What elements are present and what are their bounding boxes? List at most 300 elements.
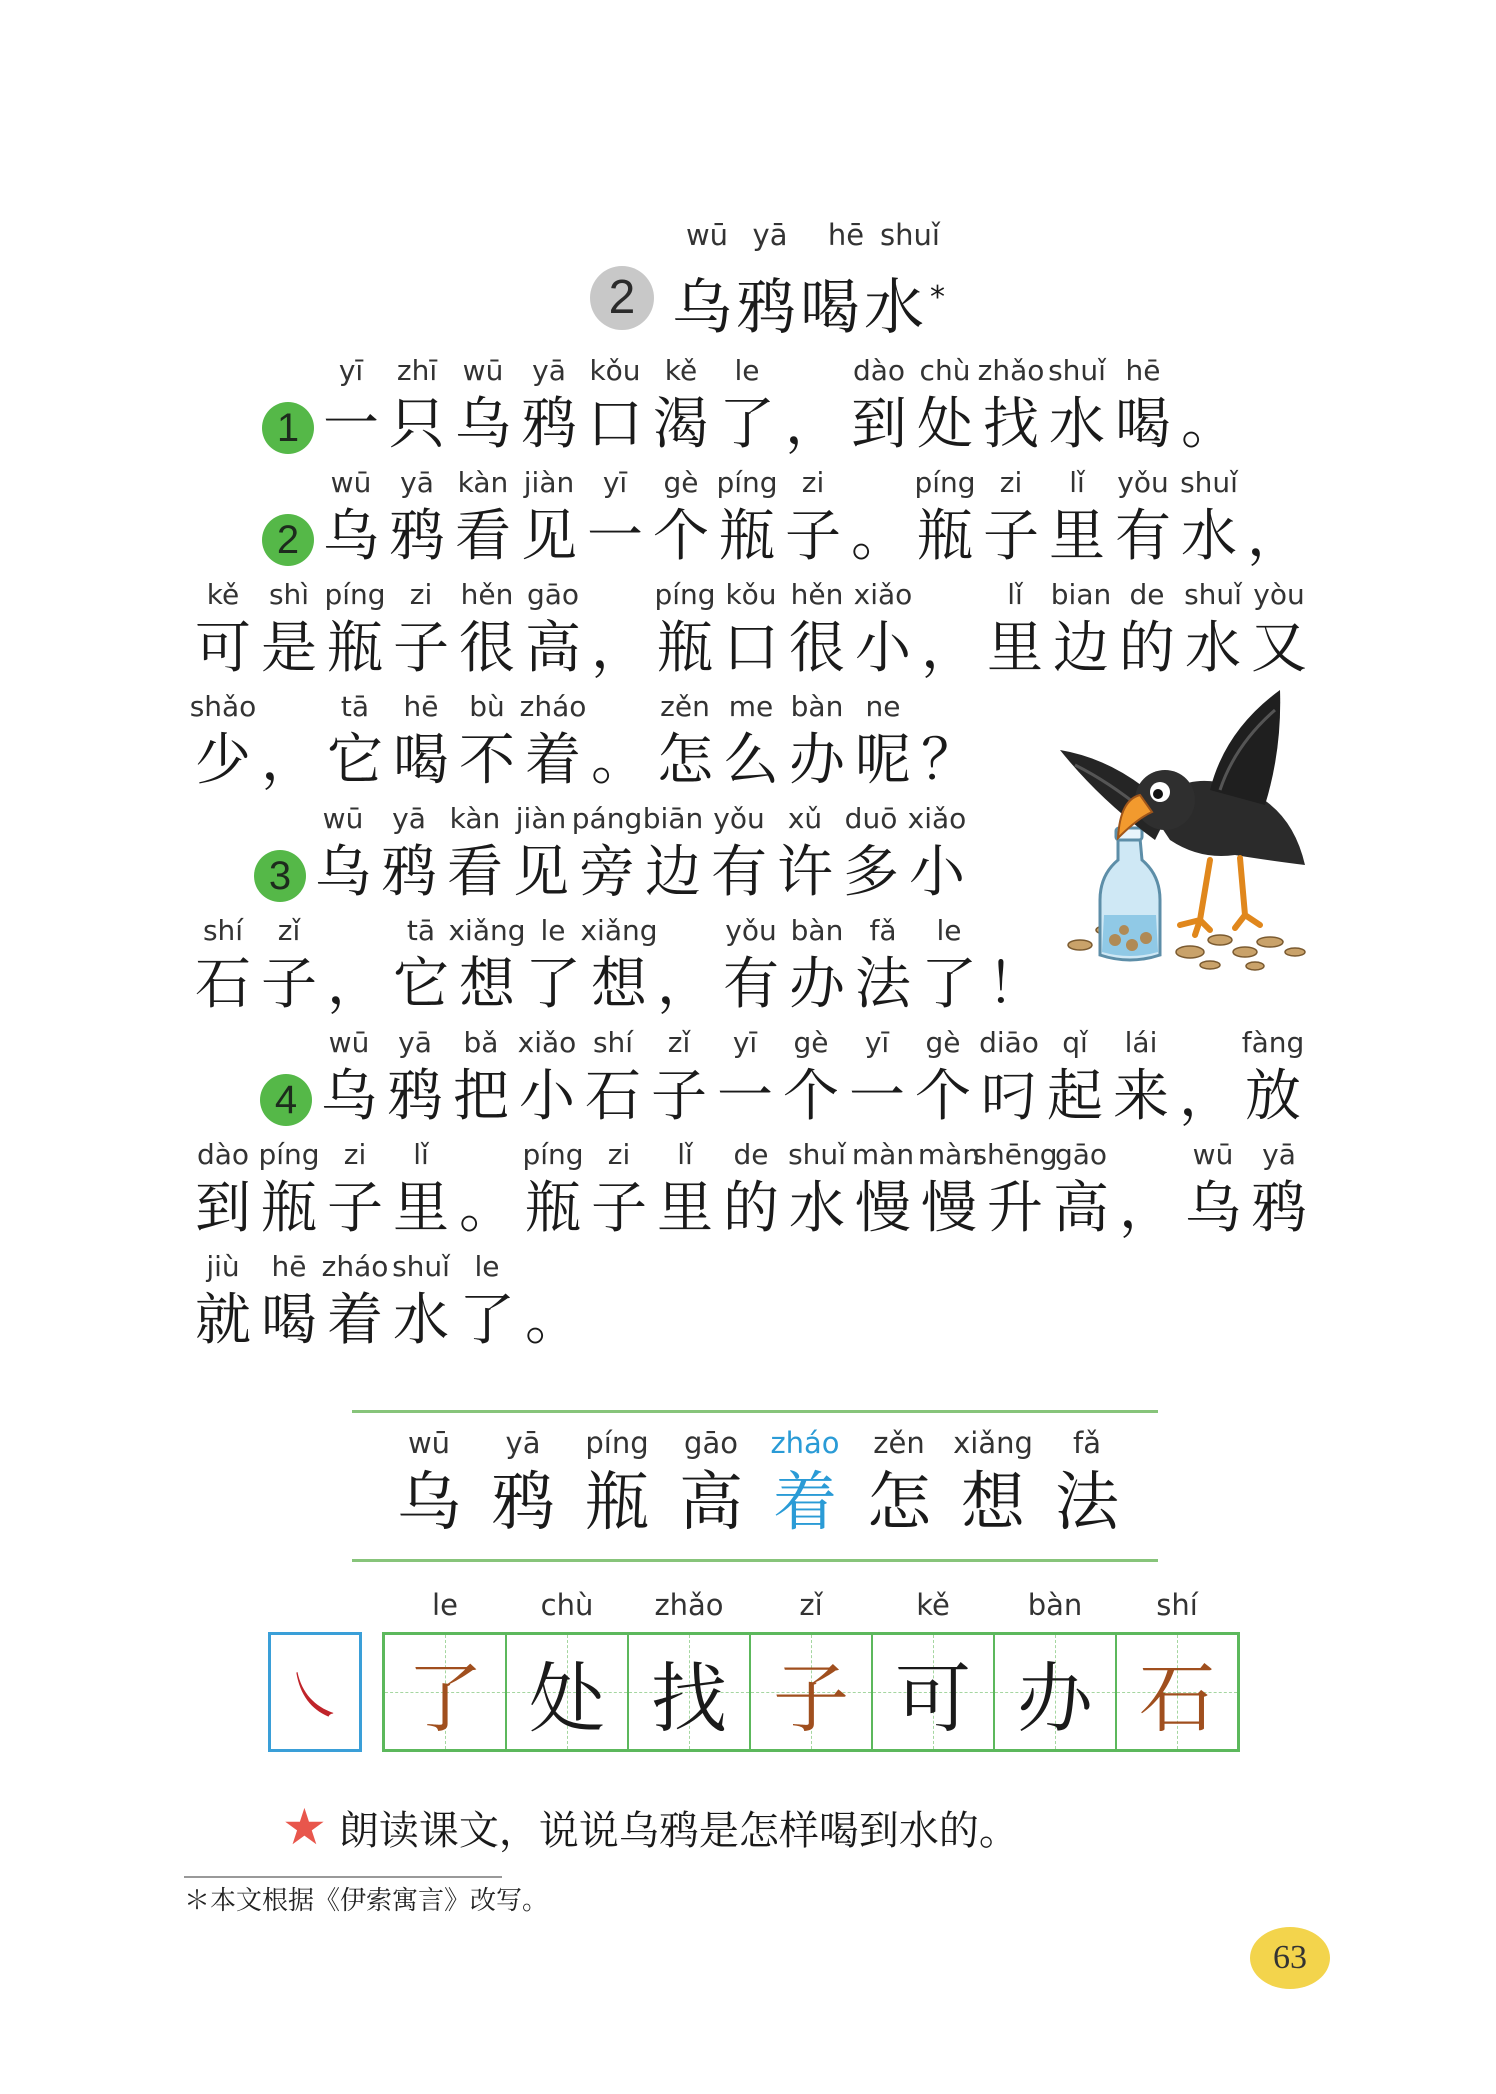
pinyin: xiǎng xyxy=(448,914,526,947)
char-with-pinyin xyxy=(976,1022,1042,1130)
char-with-pinyin xyxy=(1180,1134,1246,1242)
hanzi: 个 xyxy=(915,1064,971,1129)
lesson-title-text: 乌鸦喝水 xyxy=(672,273,928,343)
char-with-pinyin xyxy=(1110,350,1176,458)
hanzi: 一 xyxy=(717,1064,773,1129)
writing-cell xyxy=(995,1635,1117,1749)
char-with-pinyin xyxy=(520,910,586,1018)
pinyin: tā xyxy=(406,914,436,947)
pinyin: jiàn xyxy=(515,802,567,835)
char-with-pinyin xyxy=(514,1022,580,1130)
pinyin-row xyxy=(190,1134,1312,1242)
pinyin: lǐ xyxy=(1069,466,1085,499)
pinyin: fǎ xyxy=(1073,1426,1101,1460)
char-with-pinyin xyxy=(652,910,718,1018)
hanzi: 么 xyxy=(723,728,779,793)
char-with-pinyin xyxy=(718,1134,784,1242)
pinyin: zi xyxy=(607,1138,631,1171)
writing-pinyin: shí xyxy=(1156,1588,1198,1622)
pinyin: hěn xyxy=(790,578,844,611)
pinyin: píng xyxy=(522,1138,584,1171)
hanzi: 许 xyxy=(777,840,833,905)
hanzi: 了 xyxy=(525,952,581,1017)
pinyin: de xyxy=(1129,578,1165,611)
char-with-pinyin xyxy=(846,462,912,570)
pinyin: shuǐ xyxy=(1184,578,1242,611)
hanzi: 里 xyxy=(987,616,1043,681)
title-pinyin: wū xyxy=(685,218,729,252)
pinyin-row xyxy=(318,462,1308,570)
hanzi: 瓶 xyxy=(327,616,383,681)
hanzi: 乌 xyxy=(315,840,371,905)
hanzi: ， xyxy=(1247,504,1303,569)
pinyin: zháo xyxy=(519,690,587,723)
char-with-pinyin xyxy=(1110,462,1176,570)
char-with-pinyin xyxy=(838,798,904,906)
char-with-pinyin xyxy=(450,462,516,570)
char-with-pinyin xyxy=(256,574,322,682)
char-with-pinyin xyxy=(450,350,516,458)
title-pinyin: shuǐ xyxy=(880,218,940,252)
writing-cell xyxy=(751,1635,873,1749)
char-with-pinyin xyxy=(718,910,784,1018)
writing-char: 了 xyxy=(407,1653,483,1743)
char-with-pinyin xyxy=(190,910,256,1018)
hanzi: 放 xyxy=(1245,1064,1301,1129)
char-with-pinyin xyxy=(520,574,586,682)
hanzi: 鸦 xyxy=(521,392,577,457)
hanzi: 小 xyxy=(519,1064,575,1129)
hanzi: 想 xyxy=(961,1466,1025,1540)
hanzi: 了 xyxy=(719,392,775,457)
hanzi: 慢 xyxy=(921,1176,977,1241)
char-with-pinyin xyxy=(256,1246,322,1354)
hanzi: 。 xyxy=(459,1176,515,1241)
char-with-pinyin xyxy=(1048,1134,1114,1242)
hanzi: 可 xyxy=(195,616,251,681)
char-with-pinyin xyxy=(714,462,780,570)
hanzi: 口 xyxy=(723,616,779,681)
footnote-divider xyxy=(184,1876,502,1878)
writing-char: 找 xyxy=(651,1653,727,1743)
pinyin: kě xyxy=(206,578,240,611)
char-with-pinyin xyxy=(714,350,780,458)
pinyin: zi xyxy=(999,466,1023,499)
hanzi: 见 xyxy=(521,504,577,569)
pinyin: shēng xyxy=(972,1138,1058,1171)
paragraph-number-1: 1 xyxy=(262,402,314,454)
rhyme-char xyxy=(382,1423,476,1543)
char-with-pinyin xyxy=(846,350,912,458)
pinyin: jiù xyxy=(206,1250,240,1283)
char-with-pinyin xyxy=(384,350,450,458)
pinyin-row xyxy=(310,798,970,906)
char-with-pinyin xyxy=(1044,350,1110,458)
hanzi: 呢 xyxy=(855,728,911,793)
hanzi: 把 xyxy=(453,1064,509,1129)
paragraph-number-2: 2 xyxy=(262,514,314,566)
pinyin: lǐ xyxy=(1007,578,1023,611)
hanzi: 它 xyxy=(327,728,383,793)
pinyin: duō xyxy=(844,802,898,835)
pinyin: màn xyxy=(851,1138,915,1171)
paragraph-number-3: 3 xyxy=(254,850,306,902)
pinyin: wū xyxy=(1192,1138,1234,1171)
pinyin: qǐ xyxy=(1062,1026,1088,1059)
pinyin: píng xyxy=(654,578,716,611)
pinyin: yā xyxy=(400,466,434,499)
hanzi: 个 xyxy=(783,1064,839,1129)
char-with-pinyin xyxy=(648,350,714,458)
pinyin: xiǎng xyxy=(580,914,658,947)
pinyin: le xyxy=(734,354,760,387)
pinyin: yā xyxy=(505,1426,541,1460)
rhyme-char xyxy=(852,1423,946,1543)
pinyin: lǐ xyxy=(413,1138,429,1171)
rhyme-line xyxy=(382,1423,1134,1543)
hanzi: ， xyxy=(657,952,713,1017)
pinyin-row xyxy=(190,686,982,794)
rhyme-char xyxy=(758,1423,852,1543)
hanzi: 的 xyxy=(723,1176,779,1241)
hanzi: 见 xyxy=(513,840,569,905)
char-with-pinyin xyxy=(916,910,982,1018)
char-with-pinyin xyxy=(784,574,850,682)
char-with-pinyin xyxy=(582,462,648,570)
writing-cell xyxy=(1117,1635,1237,1749)
pinyin: gè xyxy=(663,466,699,499)
pinyin: shuǐ xyxy=(1180,466,1238,499)
char-with-pinyin xyxy=(318,462,384,570)
char-with-pinyin xyxy=(978,462,1044,570)
char-with-pinyin xyxy=(784,686,850,794)
hanzi: 只 xyxy=(389,392,445,457)
char-with-pinyin xyxy=(1114,574,1180,682)
writing-pinyin: bàn xyxy=(1027,1588,1083,1622)
char-with-pinyin xyxy=(1246,574,1312,682)
writing-cell xyxy=(507,1635,629,1749)
pinyin: yǒu xyxy=(1117,466,1169,499)
pinyin: bian xyxy=(1050,578,1112,611)
hanzi: 个 xyxy=(653,504,709,569)
pinyin: shǎo xyxy=(189,690,257,723)
hanzi: 有 xyxy=(723,952,779,1017)
hanzi: 乌 xyxy=(321,1064,377,1129)
pinyin: shuǐ xyxy=(392,1250,450,1283)
paragraph-number-4: 4 xyxy=(260,1074,312,1126)
char-with-pinyin xyxy=(850,574,916,682)
char-with-pinyin xyxy=(580,1022,646,1130)
pinyin: wū xyxy=(330,466,372,499)
char-with-pinyin xyxy=(1180,574,1246,682)
hanzi: 很 xyxy=(459,616,515,681)
footnote: ＊本文根据《伊索寓言》改写。 xyxy=(184,1886,549,1916)
pinyin: gāo xyxy=(1054,1138,1108,1171)
hanzi: 又 xyxy=(1251,616,1307,681)
char-with-pinyin xyxy=(648,462,714,570)
pinyin: màn xyxy=(917,1138,981,1171)
lesson-number-badge: 2 xyxy=(590,266,654,330)
char-with-pinyin xyxy=(778,1022,844,1130)
page-number: 63 xyxy=(1250,1927,1330,1989)
char-with-pinyin xyxy=(1242,462,1308,570)
char-with-pinyin xyxy=(256,910,322,1018)
hanzi: 里 xyxy=(393,1176,449,1241)
hanzi: 瓶 xyxy=(585,1466,649,1540)
pinyin: zhǎo xyxy=(977,354,1045,387)
char-with-pinyin xyxy=(1042,1022,1108,1130)
pinyin: me xyxy=(728,690,774,723)
hanzi: 叼 xyxy=(981,1064,1037,1129)
char-with-pinyin xyxy=(1246,1134,1312,1242)
hanzi: 怎 xyxy=(867,1466,931,1540)
hanzi: 想 xyxy=(459,952,515,1017)
pinyin: xiǎo xyxy=(907,802,967,835)
char-with-pinyin xyxy=(454,574,520,682)
reading-task xyxy=(282,1798,1019,1856)
hanzi: 瓶 xyxy=(525,1176,581,1241)
char-with-pinyin xyxy=(912,462,978,570)
pinyin: xiǎo xyxy=(853,578,913,611)
hanzi: 乌 xyxy=(323,504,379,569)
pinyin: hěn xyxy=(460,578,514,611)
writing-char: 子 xyxy=(773,1653,849,1743)
pinyin: gè xyxy=(793,1026,829,1059)
char-with-pinyin xyxy=(454,1134,520,1242)
hanzi: 升 xyxy=(987,1176,1043,1241)
hanzi: 一 xyxy=(323,392,379,457)
char-with-pinyin xyxy=(586,1134,652,1242)
hanzi: 就 xyxy=(195,1288,251,1353)
hanzi: 来 xyxy=(1113,1064,1169,1129)
char-with-pinyin xyxy=(388,910,454,1018)
stroke-glyph: ㇏ xyxy=(285,1662,345,1732)
title-star-mark: * xyxy=(930,280,949,315)
char-with-pinyin xyxy=(580,910,658,1018)
hanzi: 着 xyxy=(327,1288,383,1353)
char-with-pinyin xyxy=(850,686,916,794)
hanzi: 办 xyxy=(789,952,845,1017)
pinyin: zi xyxy=(801,466,825,499)
pinyin: kàn xyxy=(457,466,509,499)
pinyin: zěn xyxy=(873,1426,925,1460)
hanzi: ， xyxy=(921,616,977,681)
hanzi: 水 xyxy=(1185,616,1241,681)
char-with-pinyin xyxy=(718,574,784,682)
hanzi: 看 xyxy=(447,840,503,905)
char-with-pinyin xyxy=(844,1022,910,1130)
hanzi: 高 xyxy=(679,1466,743,1540)
char-with-pinyin xyxy=(916,574,982,682)
hanzi: 一 xyxy=(587,504,643,569)
char-with-pinyin xyxy=(586,686,652,794)
pinyin: kàn xyxy=(449,802,501,835)
hanzi: 子 xyxy=(591,1176,647,1241)
char-with-pinyin xyxy=(784,1134,850,1242)
char-with-pinyin xyxy=(520,1134,586,1242)
hanzi: ， xyxy=(785,392,841,457)
char-with-pinyin xyxy=(454,686,520,794)
pinyin-row xyxy=(190,910,1048,1018)
char-with-pinyin xyxy=(982,574,1048,682)
hanzi: 多 xyxy=(843,840,899,905)
pinyin: zǐ xyxy=(277,914,301,947)
hanzi: 喝 xyxy=(393,728,449,793)
hanzi: 到 xyxy=(851,392,907,457)
char-with-pinyin xyxy=(388,1246,454,1354)
pinyin: le xyxy=(936,914,962,947)
pinyin: kǒu xyxy=(725,578,777,611)
hanzi: 鸦 xyxy=(389,504,445,569)
char-with-pinyin xyxy=(712,1022,778,1130)
pinyin: xǔ xyxy=(787,802,823,835)
char-with-pinyin xyxy=(516,462,582,570)
hanzi: 起 xyxy=(1047,1064,1103,1129)
pinyin: yā xyxy=(1262,1138,1296,1171)
char-with-pinyin xyxy=(780,350,846,458)
hanzi: 处 xyxy=(917,392,973,457)
char-with-pinyin xyxy=(442,798,508,906)
char-with-pinyin xyxy=(652,1134,718,1242)
hanzi: 乌 xyxy=(455,392,511,457)
writing-pinyin: zhǎo xyxy=(654,1588,724,1622)
pinyin: lǐ xyxy=(677,1138,693,1171)
hanzi: 乌 xyxy=(397,1466,461,1540)
star-icon: ★ xyxy=(282,1798,327,1856)
hanzi: ， xyxy=(261,728,317,793)
pinyin: xiǎng xyxy=(953,1426,1033,1460)
hanzi: 有 xyxy=(711,840,767,905)
char-with-pinyin xyxy=(1176,462,1242,570)
char-with-pinyin xyxy=(384,462,450,570)
hanzi: 怎 xyxy=(657,728,713,793)
pinyin: bàn xyxy=(790,914,844,947)
hanzi: 子 xyxy=(327,1176,383,1241)
pinyin: yòu xyxy=(1253,578,1305,611)
pinyin: zi xyxy=(343,1138,367,1171)
hanzi: 渴 xyxy=(653,392,709,457)
hanzi: 到 xyxy=(195,1176,251,1241)
pinyin: dào xyxy=(852,354,906,387)
pinyin: biān xyxy=(642,802,704,835)
hanzi: 的 xyxy=(1119,616,1175,681)
char-with-pinyin xyxy=(1048,574,1114,682)
char-with-pinyin xyxy=(382,1022,448,1130)
pinyin: zhī xyxy=(396,354,438,387)
hanzi: 办 xyxy=(789,728,845,793)
pinyin: wū xyxy=(462,354,504,387)
char-with-pinyin xyxy=(256,686,322,794)
hanzi: 鸦 xyxy=(381,840,437,905)
hanzi: 。 xyxy=(525,1288,581,1353)
hanzi: 。 xyxy=(851,504,907,569)
pinyin: wū xyxy=(322,802,364,835)
writing-char: 处 xyxy=(529,1653,605,1743)
writing-pinyin: le xyxy=(432,1588,458,1622)
pinyin: chù xyxy=(919,354,971,387)
pinyin: bàn xyxy=(790,690,844,723)
char-with-pinyin xyxy=(322,574,388,682)
pinyin: píng xyxy=(716,466,778,499)
char-with-pinyin xyxy=(1240,1022,1306,1130)
pinyin: yǒu xyxy=(713,802,765,835)
hanzi: 鸦 xyxy=(1251,1176,1307,1241)
char-with-pinyin xyxy=(256,1134,322,1242)
hanzi: 高 xyxy=(525,616,581,681)
hanzi: 里 xyxy=(1049,504,1105,569)
pinyin: le xyxy=(540,914,566,947)
hanzi: 着 xyxy=(773,1466,837,1540)
pinyin: yī xyxy=(602,466,628,499)
pinyin: bù xyxy=(469,690,505,723)
hanzi: ， xyxy=(591,616,647,681)
rhyme-char xyxy=(664,1423,758,1543)
writing-cell xyxy=(385,1635,507,1749)
pinyin-row xyxy=(316,1022,1306,1130)
hanzi: 它 xyxy=(393,952,449,1017)
character-grid xyxy=(382,1632,1240,1752)
pinyin: yā xyxy=(392,802,426,835)
char-with-pinyin xyxy=(520,686,586,794)
writing-pinyin: zǐ xyxy=(799,1588,823,1622)
hanzi: 小 xyxy=(909,840,965,905)
char-with-pinyin xyxy=(1114,1134,1180,1242)
writing-char: 石 xyxy=(1139,1653,1215,1743)
pinyin: píng xyxy=(585,1426,649,1460)
pinyin: yī xyxy=(338,354,364,387)
char-with-pinyin xyxy=(1176,350,1242,458)
char-with-pinyin xyxy=(322,910,388,1018)
char-with-pinyin xyxy=(190,1134,256,1242)
hanzi: 瓶 xyxy=(261,1176,317,1241)
hanzi: 着 xyxy=(525,728,581,793)
pinyin: diāo xyxy=(979,1026,1039,1059)
char-with-pinyin xyxy=(1044,462,1110,570)
char-with-pinyin xyxy=(508,798,574,906)
rhyme-char xyxy=(946,1423,1040,1543)
hanzi: 瓶 xyxy=(917,504,973,569)
hanzi: 法 xyxy=(1055,1466,1119,1540)
char-with-pinyin xyxy=(388,686,454,794)
pinyin: hē xyxy=(403,690,439,723)
char-with-pinyin xyxy=(448,910,526,1018)
pinyin: hē xyxy=(271,1250,307,1283)
pinyin: de xyxy=(733,1138,769,1171)
pinyin: kě xyxy=(664,354,698,387)
pinyin: zǐ xyxy=(667,1026,691,1059)
hanzi: ？ xyxy=(921,728,977,793)
pinyin: xiǎo xyxy=(517,1026,577,1059)
hanzi: ， xyxy=(1179,1064,1235,1129)
char-with-pinyin xyxy=(772,798,838,906)
hanzi: 小 xyxy=(855,616,911,681)
crow-illustration xyxy=(1060,690,1320,980)
hanzi: 水 xyxy=(1181,504,1237,569)
char-with-pinyin xyxy=(972,1134,1058,1242)
char-with-pinyin xyxy=(652,574,718,682)
pinyin: lái xyxy=(1124,1026,1158,1059)
pinyin: zháo xyxy=(770,1426,840,1460)
hanzi: 子 xyxy=(785,504,841,569)
hanzi: 少 xyxy=(195,728,251,793)
pinyin: shí xyxy=(202,914,244,947)
pinyin: yǒu xyxy=(725,914,777,947)
pinyin: yī xyxy=(864,1026,890,1059)
page-title xyxy=(672,260,949,346)
char-with-pinyin xyxy=(652,686,718,794)
rhyme-box xyxy=(352,1410,1158,1562)
hanzi: 了 xyxy=(921,952,977,1017)
